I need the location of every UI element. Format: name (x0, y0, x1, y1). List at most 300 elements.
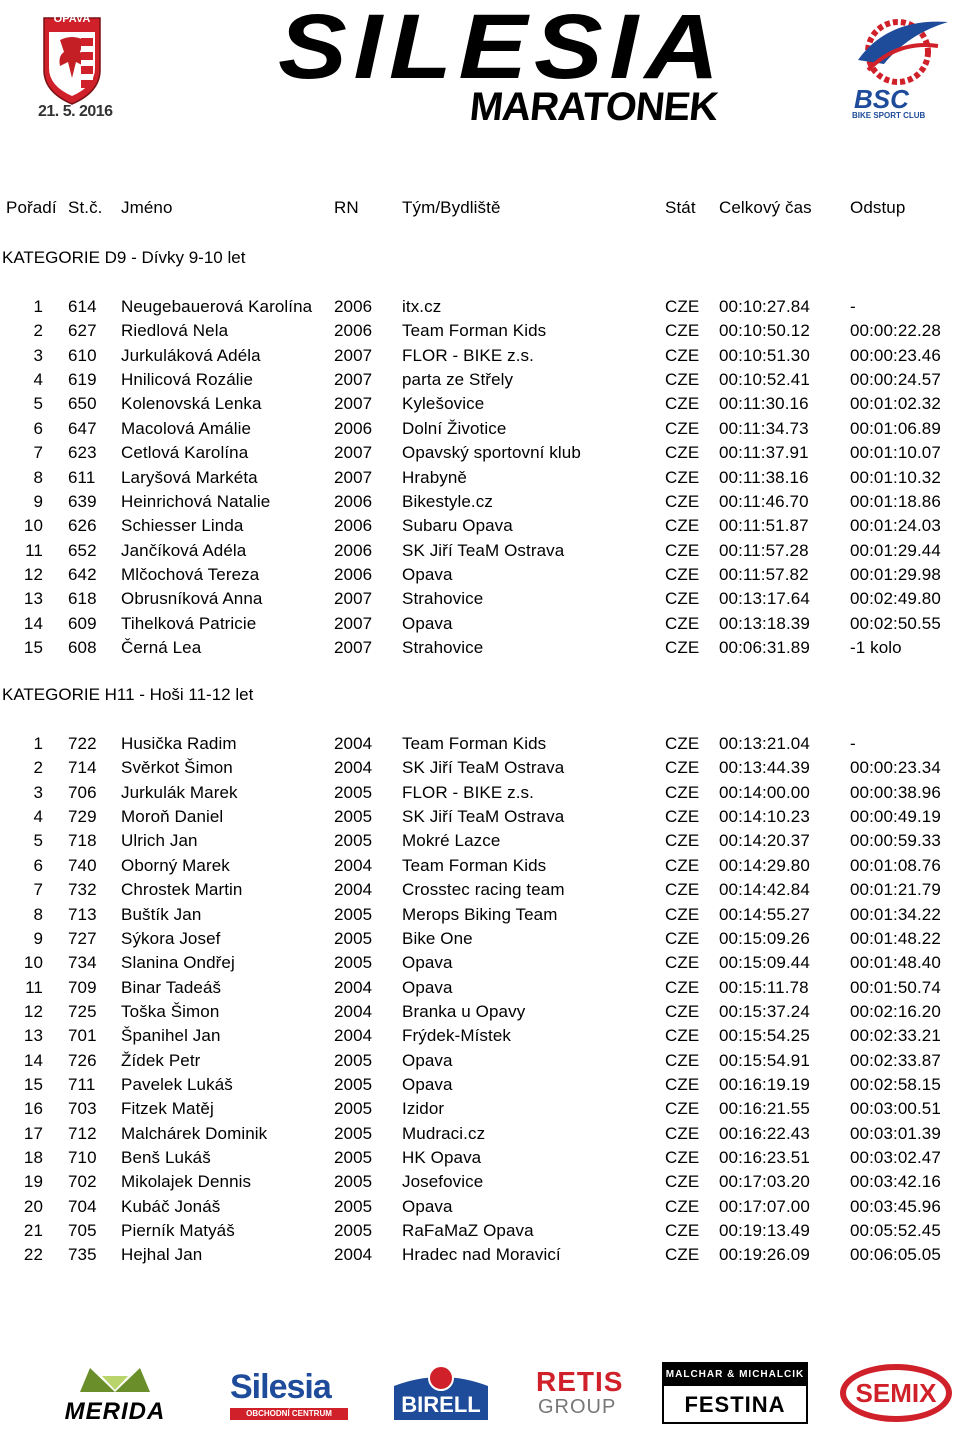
cell-total-time: 00:11:57.82 (719, 564, 809, 584)
cell-country: CZE (665, 953, 700, 973)
cell-name: Pierník Matyáš (121, 1221, 235, 1240)
festina-logo (662, 1362, 808, 1424)
cell-gap: 00:02:49.80 (850, 589, 941, 609)
festina-top-text: MALCHAR & MICHALCIK (664, 1364, 806, 1386)
cell-gap: 00:02:33.87 (850, 1050, 941, 1070)
merida-text: MERIDA (64, 1398, 166, 1425)
cell-start-number: 647 (68, 418, 97, 438)
cell-start-number: 650 (68, 394, 97, 414)
cell-birth-year: 2004 (334, 1026, 373, 1046)
cell-start-number: 704 (68, 1196, 97, 1216)
cell-country: CZE (665, 321, 700, 341)
cell-total-time: 00:15:37.24 (719, 1001, 810, 1021)
cell-name: Moroň Daniel (121, 807, 224, 826)
cell-gap: 00:00:24.57 (850, 370, 941, 390)
col-header-name: Jméno (121, 198, 173, 217)
cell-name: Žídek Petr (121, 1050, 201, 1070)
cell-rank: 5 (33, 831, 43, 851)
cell-team: Frýdek-Místek (402, 1026, 511, 1046)
cell-gap: 00:05:52.45 (850, 1221, 941, 1240)
cell-country: CZE (665, 880, 700, 900)
cell-start-number: 725 (68, 1001, 97, 1021)
cell-birth-year: 2005 (334, 904, 373, 924)
cell-gap: 00:06:05.05 (850, 1245, 941, 1265)
cell-country: CZE (665, 418, 700, 438)
cell-total-time: 00:17:07.00 (719, 1196, 810, 1216)
cell-team: parta ze Střely (402, 370, 514, 390)
cell-gap: 00:00:22.28 (850, 321, 941, 341)
cell-country: CZE (665, 1221, 700, 1240)
cell-birth-year: 2005 (334, 782, 373, 802)
cell-team: Mudraci.cz (402, 1123, 486, 1143)
cell-country: CZE (665, 904, 700, 924)
cell-name: Malchárek Dominik (121, 1123, 268, 1143)
cell-rank: 2 (33, 758, 43, 778)
cell-gap: 00:01:48.22 (850, 928, 941, 948)
cell-birth-year: 2004 (334, 880, 373, 900)
cell-name: Hnilicová Rozálie (121, 370, 254, 390)
cell-start-number: 623 (68, 443, 97, 463)
cell-country: CZE (665, 540, 700, 560)
cell-name: Macolová Amálie (121, 418, 252, 438)
cell-team: Subaru Opava (402, 516, 513, 536)
cell-rank: 18 (23, 1148, 43, 1167)
cell-start-number: 706 (68, 782, 97, 802)
maratonek-title: MARATONEK (467, 85, 720, 129)
cell-name: Černá Lea (121, 637, 202, 657)
cell-team: Strahovice (402, 637, 484, 657)
cell-birth-year: 2007 (334, 443, 373, 463)
cell-name: Buštík Jan (121, 904, 202, 924)
cell-rank: 6 (33, 855, 43, 875)
cell-name: Riedlová Nela (121, 321, 229, 341)
cell-name: Sýkora Josef (121, 928, 221, 948)
cell-start-number: 627 (68, 321, 97, 341)
cell-total-time: 00:15:09.26 (719, 928, 810, 948)
cell-birth-year: 2004 (334, 734, 373, 753)
cell-start-number: 705 (68, 1221, 97, 1240)
cell-total-time: 00:13:21.04 (719, 734, 810, 753)
cell-birth-year: 2004 (334, 1245, 373, 1265)
cell-name: Jurkuláková Adéla (121, 345, 261, 365)
cell-total-time: 00:13:18.39 (719, 613, 810, 633)
cell-total-time: 00:19:13.49 (719, 1221, 810, 1240)
cell-team: Team Forman Kids (402, 855, 547, 875)
cell-team: SK Jiří TeaM Ostrava (402, 758, 565, 778)
cell-start-number: 652 (68, 540, 97, 560)
cell-start-number: 619 (68, 370, 97, 390)
cell-start-number: 734 (68, 953, 97, 973)
cell-birth-year: 2006 (334, 418, 373, 438)
cell-name: Binar Tadeáš (121, 977, 222, 997)
semix-logo (838, 1362, 954, 1424)
bsc-club-logo (838, 10, 956, 122)
cell-name: Neugebauerová Karolína (121, 297, 313, 316)
cell-team: Team Forman Kids (402, 734, 547, 753)
cell-team: Opava (402, 564, 453, 584)
cell-name: Mlčochová Tereza (121, 564, 260, 584)
cell-rank: 19 (23, 1172, 43, 1192)
cell-team: Opavský sportovní klub (402, 443, 581, 463)
cell-name: Ulrich Jan (121, 831, 198, 851)
col-header-rank: Pořadí (6, 198, 57, 217)
cell-birth-year: 2007 (334, 467, 373, 487)
cell-start-number: 702 (68, 1172, 97, 1192)
cell-name: Toška Šimon (121, 1001, 220, 1021)
cell-start-number: 626 (68, 516, 97, 536)
cell-total-time: 00:11:51.87 (719, 516, 809, 536)
cell-gap: 00:00:38.96 (850, 782, 941, 802)
cell-start-number: 711 (68, 1074, 96, 1094)
cell-birth-year: 2005 (334, 1123, 373, 1143)
cell-name: Kubáč Jonáš (121, 1196, 221, 1216)
cell-country: CZE (665, 1196, 700, 1216)
cell-gap: 00:01:10.32 (850, 467, 941, 487)
cell-rank: 4 (33, 370, 43, 390)
silesia-maratonek-logo (232, 0, 772, 132)
cell-birth-year: 2005 (334, 831, 373, 851)
cell-team: FLOR - BIKE z.s. (402, 345, 534, 365)
cell-gap: 00:01:29.98 (850, 564, 941, 584)
cell-name: Benš Lukáš (121, 1148, 211, 1167)
cell-rank: 20 (23, 1196, 43, 1216)
cell-start-number: 614 (68, 297, 97, 316)
cell-start-number: 608 (68, 637, 97, 657)
cell-total-time: 00:11:30.16 (719, 394, 809, 414)
cell-rank: 10 (23, 516, 43, 536)
cell-rank: 3 (33, 782, 43, 802)
bsc-text: BSC (854, 84, 909, 114)
cell-rank: 13 (23, 589, 43, 609)
birell-logo (390, 1362, 492, 1424)
cell-total-time: 00:17:03.20 (719, 1172, 810, 1192)
cell-birth-year: 2007 (334, 589, 373, 609)
cell-rank: 5 (33, 394, 43, 414)
cell-rank: 7 (33, 880, 43, 900)
retis-logo (536, 1362, 624, 1424)
cell-team: Opava (402, 1074, 453, 1094)
cell-total-time: 00:16:19.19 (719, 1074, 810, 1094)
opava-label: OPAVA (53, 13, 91, 25)
cell-birth-year: 2005 (334, 1099, 373, 1119)
cell-gap: 00:02:50.55 (850, 613, 941, 633)
cell-name: Fitzek Matěj (121, 1099, 214, 1119)
cell-start-number: 713 (68, 904, 97, 924)
cell-rank: 12 (23, 1001, 43, 1021)
cell-name: Španihel Jan (121, 1026, 221, 1046)
retis-text: RETIS (536, 1366, 624, 1397)
cell-total-time: 00:16:23.51 (719, 1148, 810, 1167)
cell-birth-year: 2005 (334, 928, 373, 948)
cell-name: Jurkulák Marek (121, 782, 238, 802)
cell-gap: 00:01:06.89 (850, 418, 941, 438)
cell-rank: 8 (33, 467, 43, 487)
cell-name: Heinrichová Natalie (121, 491, 271, 511)
cell-total-time: 00:13:44.39 (719, 758, 810, 778)
cell-team: Team Forman Kids (402, 321, 547, 341)
cell-team: Strahovice (402, 589, 484, 609)
cell-birth-year: 2004 (334, 1001, 373, 1021)
cell-birth-year: 2005 (334, 1172, 373, 1192)
cell-country: CZE (665, 443, 700, 463)
event-date: 21. 5. 2016 (38, 103, 113, 120)
col-header-gap: Odstup (850, 198, 906, 217)
cell-rank: 6 (33, 418, 43, 438)
cell-country: CZE (665, 370, 700, 390)
cell-start-number: 709 (68, 977, 97, 997)
cell-total-time: 00:15:54.91 (719, 1050, 810, 1070)
cell-total-time: 00:11:34.73 (719, 418, 809, 438)
cell-country: CZE (665, 1050, 700, 1070)
cell-birth-year: 2006 (334, 564, 373, 584)
cell-gap: 00:01:50.74 (850, 977, 941, 997)
cell-team: Izidor (402, 1099, 445, 1119)
cell-gap: 00:00:49.19 (850, 807, 941, 826)
cell-team: SK Jiří TeaM Ostrava (402, 540, 565, 560)
merida-logo (40, 1362, 190, 1424)
cell-total-time: 00:14:00.00 (719, 782, 810, 802)
cell-start-number: 735 (68, 1245, 97, 1265)
cell-team: Bikestyle.cz (402, 491, 493, 511)
cell-gap: 00:02:33.21 (850, 1026, 941, 1046)
cell-total-time: 00:14:29.80 (719, 855, 810, 875)
cell-birth-year: 2005 (334, 1148, 373, 1167)
cell-total-time: 00:14:55.27 (719, 904, 810, 924)
cell-name: Kolenovská Lenka (121, 394, 262, 414)
cell-birth-year: 2005 (334, 1074, 373, 1094)
cell-team: Opava (402, 613, 453, 633)
cell-team: Josefovice (402, 1172, 484, 1192)
cell-gap: 00:01:21.79 (850, 880, 941, 900)
cell-gap: 00:01:29.44 (850, 540, 941, 560)
cell-total-time: 00:15:09.44 (719, 953, 810, 973)
cell-team: FLOR - BIKE z.s. (402, 782, 534, 802)
cell-team: Opava (402, 977, 453, 997)
cell-country: CZE (665, 758, 700, 778)
cell-birth-year: 2007 (334, 637, 373, 657)
cell-name: Jančíková Adéla (121, 540, 247, 560)
cell-gap: 00:00:23.46 (850, 345, 941, 365)
cell-team: Mokré Lazce (402, 831, 501, 851)
cell-rank: 15 (23, 1074, 43, 1094)
cell-team: itx.cz (402, 297, 442, 316)
cell-gap: 00:03:02.47 (850, 1148, 941, 1167)
cell-gap: 00:00:59.33 (850, 831, 941, 851)
cell-name: Chrostek Martin (121, 880, 243, 900)
silesia-oc-subtext: OBCHODNÍ CENTRUM (230, 1408, 348, 1420)
cell-total-time: 00:15:54.25 (719, 1026, 810, 1046)
cell-country: CZE (665, 297, 700, 316)
cell-gap: 00:01:24.03 (850, 516, 941, 536)
cell-gap: 00:01:34.22 (850, 904, 941, 924)
cell-total-time: 00:15:11.78 (719, 977, 809, 997)
cell-birth-year: 2007 (334, 370, 373, 390)
silesia-oc-logo (228, 1362, 350, 1424)
cell-rank: 14 (23, 613, 43, 633)
silesia-oc-text: Silesia (230, 1368, 331, 1406)
cell-rank: 17 (23, 1123, 43, 1143)
cell-team: Opava (402, 1196, 453, 1216)
cell-gap: 00:03:00.51 (850, 1099, 941, 1119)
cell-total-time: 00:10:52.41 (719, 370, 810, 390)
cell-name: Schiesser Linda (121, 516, 244, 536)
cell-country: CZE (665, 734, 700, 753)
cell-total-time: 00:13:17.64 (719, 589, 810, 609)
cell-name: Svěrkot Šimon (121, 758, 233, 778)
cell-gap: 00:02:58.15 (850, 1074, 941, 1094)
category-title: KATEGORIE D9 - Dívky 9-10 let (2, 248, 246, 267)
cell-start-number: 714 (68, 758, 97, 778)
cell-country: CZE (665, 782, 700, 802)
cell-rank: 4 (33, 807, 43, 826)
cell-total-time: 00:10:51.30 (719, 345, 810, 365)
cell-gap: 00:02:16.20 (850, 1001, 941, 1021)
cell-name: Husička Radim (121, 734, 237, 753)
cell-country: CZE (665, 564, 700, 584)
cell-birth-year: 2004 (334, 977, 373, 997)
cell-rank: 11 (25, 977, 43, 997)
cell-start-number: 703 (68, 1099, 97, 1119)
cell-birth-year: 2004 (334, 758, 373, 778)
cell-rank: 1 (33, 297, 43, 316)
cell-total-time: 00:10:50.12 (719, 321, 810, 341)
cell-team: Dolní Životice (402, 418, 507, 438)
cell-country: CZE (665, 1026, 700, 1046)
cell-team: HK Opava (402, 1148, 482, 1167)
cell-start-number: 729 (68, 807, 97, 826)
cell-start-number: 609 (68, 613, 97, 633)
cell-total-time: 00:11:37.91 (719, 443, 809, 463)
retis-subtext: GROUP (538, 1396, 617, 1418)
cell-total-time: 00:06:31.89 (719, 637, 810, 657)
cell-gap: 00:01:18.86 (850, 491, 941, 511)
festina-text: FESTINA (684, 1392, 786, 1417)
cell-birth-year: 2005 (334, 807, 373, 826)
cell-team: Bike One (402, 928, 473, 948)
cell-rank: 12 (23, 564, 43, 584)
cell-team: Hrabyně (402, 467, 467, 487)
cell-name: Tihelková Patricie (121, 613, 257, 633)
cell-name: Laryšová Markéta (121, 467, 258, 487)
cell-gap: - (850, 297, 856, 316)
col-header-country: Stát (665, 198, 696, 217)
cell-country: CZE (665, 345, 700, 365)
cell-rank: 9 (33, 491, 43, 511)
cell-gap: - (850, 734, 856, 753)
cell-country: CZE (665, 1074, 700, 1094)
cell-name: Oborný Marek (121, 855, 230, 875)
cell-country: CZE (665, 394, 700, 414)
cell-birth-year: 2004 (334, 855, 373, 875)
cell-team: Hradec nad Moravicí (402, 1245, 561, 1265)
cell-gap: 00:01:02.32 (850, 394, 941, 414)
cell-country: CZE (665, 1099, 700, 1119)
cell-birth-year: 2005 (334, 1050, 373, 1070)
cell-country: CZE (665, 1148, 700, 1167)
cell-team: Merops Biking Team (402, 904, 558, 924)
cell-gap: 00:03:45.96 (850, 1196, 941, 1216)
cell-birth-year: 2005 (334, 1196, 373, 1216)
cell-start-number: 639 (68, 491, 97, 511)
cell-country: CZE (665, 1172, 700, 1192)
cell-start-number: 732 (68, 880, 97, 900)
cell-birth-year: 2006 (334, 321, 373, 341)
cell-rank: 3 (33, 345, 43, 365)
cell-rank: 21 (23, 1221, 43, 1240)
cell-total-time: 00:11:46.70 (719, 491, 809, 511)
cell-start-number: 611 (68, 467, 96, 487)
cell-start-number: 726 (68, 1050, 97, 1070)
cell-country: CZE (665, 1245, 700, 1265)
cell-name: Slanina Ondřej (121, 953, 235, 973)
cell-birth-year: 2007 (334, 345, 373, 365)
cell-gap: 00:01:48.40 (850, 953, 941, 973)
cell-gap: 00:03:42.16 (850, 1172, 941, 1192)
cell-rank: 15 (23, 637, 43, 657)
cell-birth-year: 2007 (334, 394, 373, 414)
cell-country: CZE (665, 467, 700, 487)
cell-total-time: 00:19:26.09 (719, 1245, 810, 1265)
cell-team: Crosstec racing team (402, 880, 565, 900)
cell-country: CZE (665, 1123, 700, 1143)
col-header-team: Tým/Bydliště (402, 198, 501, 217)
cell-country: CZE (665, 589, 700, 609)
cell-rank: 2 (33, 321, 43, 341)
cell-birth-year: 2006 (334, 491, 373, 511)
cell-gap: 00:01:10.07 (850, 443, 941, 463)
cell-gap: 00:01:08.76 (850, 855, 941, 875)
cell-start-number: 722 (68, 734, 97, 753)
cell-country: CZE (665, 855, 700, 875)
cell-start-number: 712 (68, 1123, 97, 1143)
cell-team: RaFaMaZ Opava (402, 1221, 534, 1240)
cell-start-number: 610 (68, 345, 97, 365)
cell-rank: 9 (33, 928, 43, 948)
col-header-birth-year: RN (334, 198, 359, 217)
cell-country: CZE (665, 977, 700, 997)
cell-country: CZE (665, 613, 700, 633)
cell-team: Kylešovice (402, 394, 485, 414)
cell-birth-year: 2005 (334, 1221, 373, 1240)
cell-country: CZE (665, 928, 700, 948)
cell-total-time: 00:14:42.84 (719, 880, 810, 900)
silesia-title: SILESIA (278, 0, 726, 98)
cell-name: Hejhal Jan (121, 1245, 203, 1265)
cell-country: CZE (665, 516, 700, 536)
cell-rank: 13 (23, 1026, 43, 1046)
cell-start-number: 701 (68, 1026, 97, 1046)
cell-gap: -1 kolo (850, 637, 902, 657)
cell-rank: 10 (23, 953, 43, 973)
cell-gap: 00:03:01.39 (850, 1123, 941, 1143)
birell-text: BIRELL (401, 1392, 481, 1417)
cell-birth-year: 2006 (334, 540, 373, 560)
cell-start-number: 718 (68, 831, 97, 851)
cell-rank: 11 (25, 540, 43, 560)
cell-name: Obrusníková Anna (121, 589, 263, 609)
cell-total-time: 00:16:22.43 (719, 1123, 810, 1143)
cell-name: Pavelek Lukáš (121, 1074, 233, 1094)
cell-country: CZE (665, 491, 700, 511)
cell-start-number: 642 (68, 564, 97, 584)
cell-birth-year: 2006 (334, 516, 373, 536)
cell-name: Cetlová Karolína (121, 443, 249, 463)
cell-country: CZE (665, 807, 700, 826)
cell-total-time: 00:14:20.37 (719, 831, 810, 851)
cell-start-number: 727 (68, 928, 97, 948)
cell-name: Mikolajek Dennis (121, 1172, 252, 1192)
col-header-total-time: Celkový čas (719, 198, 812, 217)
